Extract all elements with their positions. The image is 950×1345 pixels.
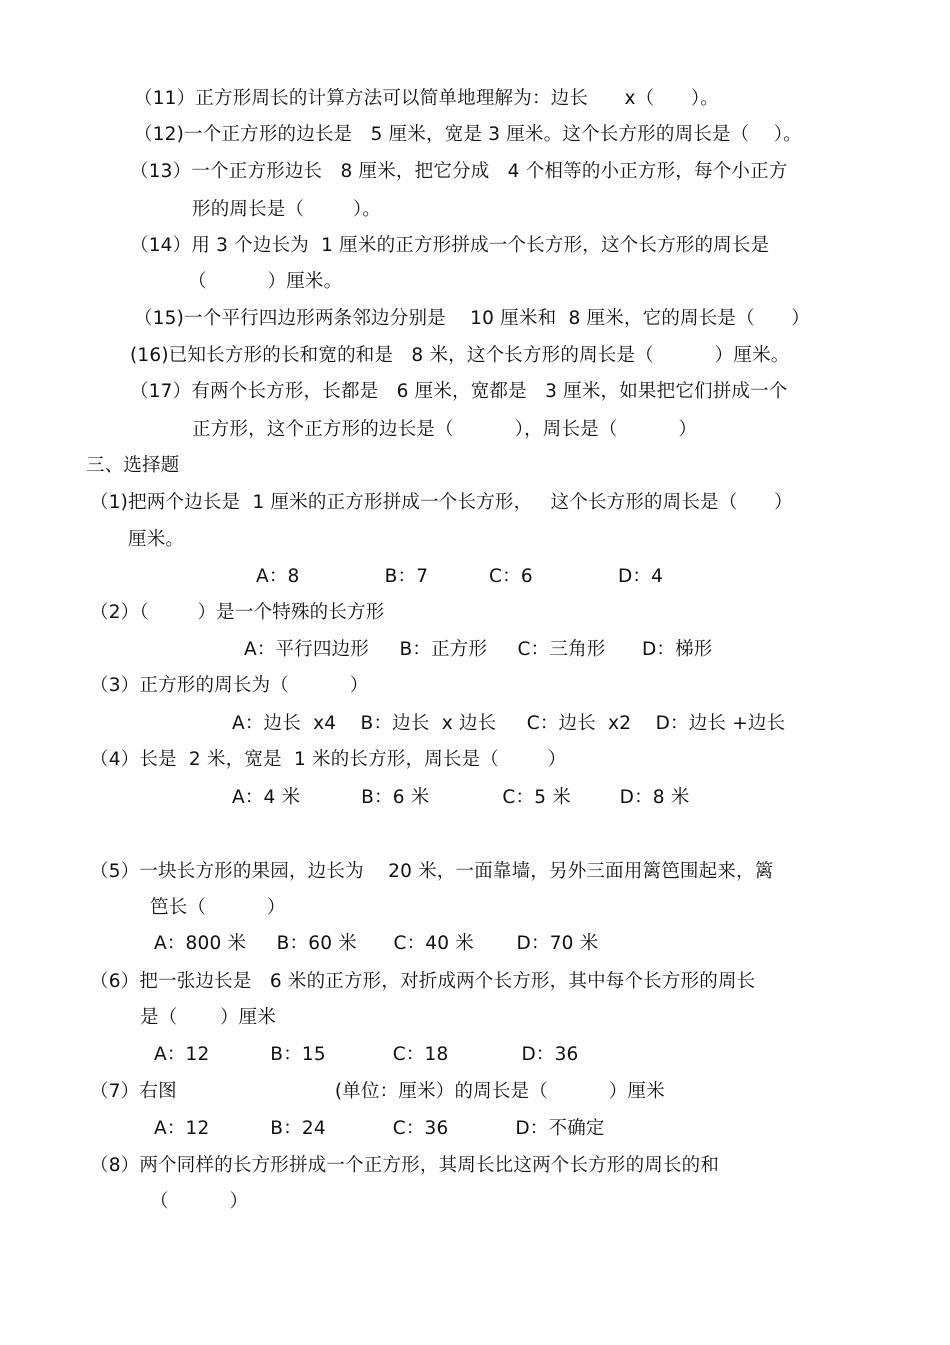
choice-8-line-1: （8）两个同样的长方形拼成一个正方形，其周长比这两个长方形的周长的和 [90,1155,720,1176]
question-11-line-1: （11）正方形周长的计算方法可以简单地理解为：边长 x（ ）。 [134,88,720,109]
choice-6-line-1: （6）把一张边长是 6 米的正方形，对折成两个长方形，其中每个长方形的周长 [90,971,756,992]
choice-1-line-1: （1)把两个边长是 1 厘米的正方形拼成一个长方形， 这个长方形的周长是（ ） [90,492,793,513]
question-16-line-1: (16)已知长方形的长和宽的和是 8 米，这个长方形的周长是（ ）厘米。 [130,345,790,366]
choice-4-options: A：4 米 B：6 米 C：5 米 D：8 米 [232,787,690,808]
question-14-line-1: （14）用 3 个边长为 1 厘米的正方形拼成一个长方形，这个长方形的周长是 [130,235,770,256]
choice-5-line-2: 笆长（ ） [150,897,286,918]
question-17-line-1: （17）有两个长方形，长都是 6 厘米，宽都是 3 厘米，如果把它们拼成一个 [130,381,788,402]
choice-1-line-2: 厘米。 [128,529,185,550]
choice-3-line-1: （3）正方形的周长为（ ） [90,675,369,696]
question-17-line-2: 正方形，这个正方形的边长是（ ），周长是（ ） [192,419,698,440]
choice-2-line-1: （2）（ ）是一个特殊的长方形 [90,602,385,623]
question-13-line-2: 形的周长是（ ）。 [192,199,381,220]
choice-6-line-2: 是（ ）厘米 [140,1007,277,1028]
choice-7-options: A：12 B：24 C：36 D：不确定 [154,1118,605,1139]
question-13-line-1: （13）一个正方形边长 8 厘米，把它分成 4 个相等的小正方形，每个小正方 [130,161,788,182]
choice-5-line-1: （5）一块长方形的果园，边长为 20 米，一面靠墙，另外三面用篱笆围起来，篱 [90,861,774,882]
choice-6-options: A：12 B：15 C：18 D：36 [154,1044,579,1065]
choice-5-options: A：800 米 B：60 米 C：40 米 D：70 米 [154,933,599,954]
choice-1-options: A：8 B：7 C：6 D：4 [256,566,664,587]
choice-8-line-2: （ ） [150,1191,249,1212]
choice-4-line-1: （4）长是 2 米，宽是 1 米的长方形，周长是（ ） [90,749,567,770]
question-15-line-1: （15)一个平行四边形两条邻边分别是 10 厘米和 8 厘米，它的周长是（ ） [134,308,810,329]
choice-2-options: A：平行四边形 B：正方形 C：三角形 D：梯形 [244,639,713,660]
choice-7-line-1: （7）右图 (单位：厘米）的周长是（ ）厘米 [90,1081,665,1102]
section-title: 三、选择题 [86,455,180,476]
choice-3-options: A：边长 x4 B：边长 x 边长 C：边长 x2 D：边长 +边长 [232,713,786,734]
question-12-line-1: （12)一个正方形的边长是 5 厘米，宽是 3 厘米。这个长方形的周长是（ ）。 [134,124,802,145]
question-14-line-2: （ ）厘米。 [188,271,343,292]
